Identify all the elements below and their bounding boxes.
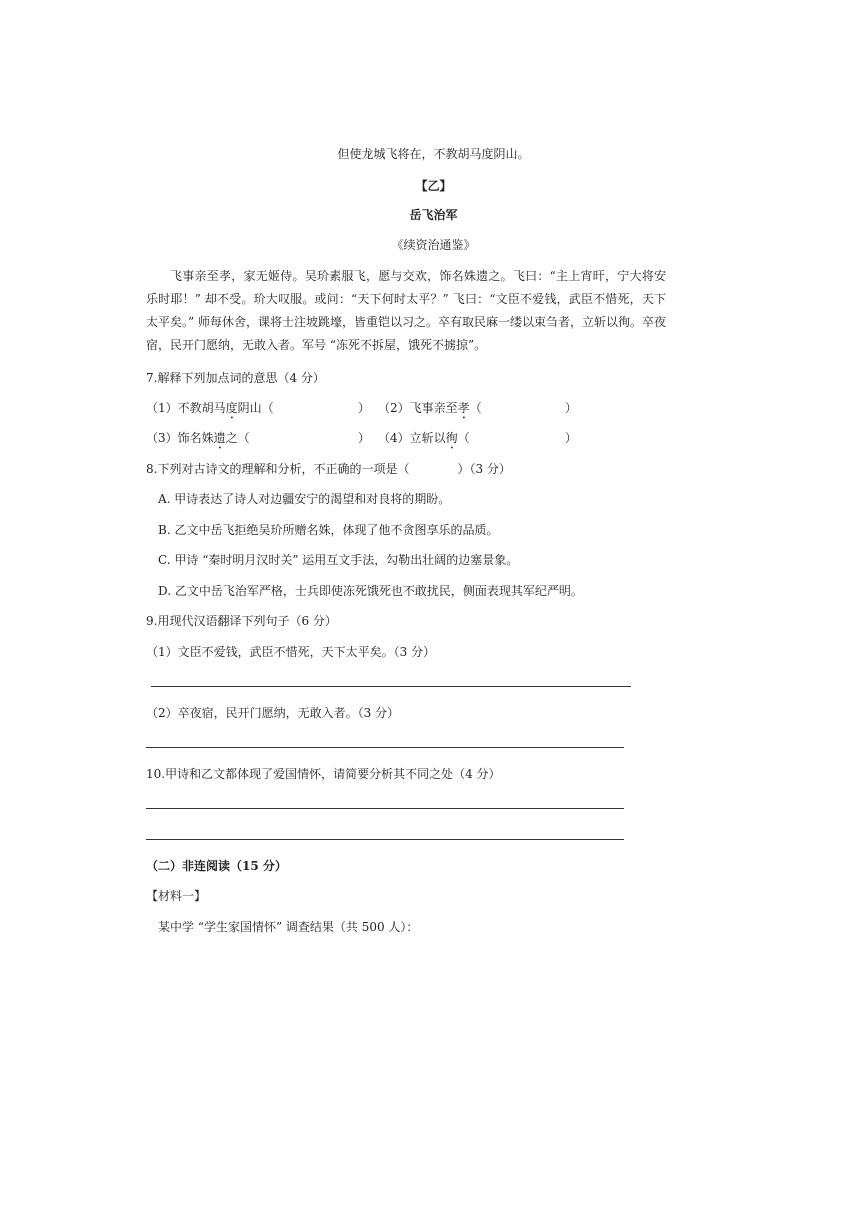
q7-stem: 7.解释下列加点词的意思（4 分）	[146, 371, 325, 385]
section-yi-label: 【乙】	[415, 179, 452, 193]
q9-answer-line-2[interactable]	[146, 747, 624, 748]
q8-option-c: C. 甲诗 “秦时明月汉时关” 运用互文手法，勾勒出壮阔的边塞景象。	[158, 553, 519, 567]
dotted-word: 度	[225, 401, 238, 415]
q7-item-2-close: ）	[565, 401, 578, 415]
q8-option-b: B. 乙文中岳飞拒绝吴玠所赠名姝，体现了他不贪图享乐的品质。	[158, 523, 499, 537]
q7-item-3-close: ）	[358, 431, 371, 445]
poem-last-line: 但使龙城飞将在，不教胡马度阴山。	[337, 147, 530, 161]
dotted-word: 徇	[445, 431, 458, 445]
passage-source: 《续资治通鉴》	[391, 238, 476, 252]
q9-stem: 9.用现代汉语翻译下列句子（6 分）	[146, 614, 337, 628]
q8-option-d: D. 乙文中岳飞治军严格，士兵即使冻死饿死也不敢扰民，侧面表现其军纪严明。	[158, 584, 583, 598]
q7-item-4: （4）立斩以徇（	[378, 431, 470, 445]
q10-answer-line-1[interactable]	[146, 808, 624, 809]
q8-stem: 8.下列对古诗文的理解和分析，不正确的一项是（ ）（3 分）	[146, 462, 511, 476]
survey-intro: 某中学 “学生家国情怀” 调查结果（共 500 人）：	[158, 920, 419, 934]
q7-item-2: （2）飞事亲至孝（	[378, 401, 482, 415]
q9-sub-1: （1）文臣不爱钱，武臣不惜死，天下太平矣。（3 分）	[146, 645, 436, 659]
q9-answer-line-1[interactable]	[151, 686, 631, 687]
q10-answer-line-2[interactable]	[146, 839, 624, 840]
q7-item-1-close: ）	[358, 401, 371, 415]
q7-item-3: （3）饰名姝遗之（	[146, 431, 250, 445]
q10-stem: 10.甲诗和乙文都体现了爱国情怀，请简要分析其不同之处（4 分）	[146, 767, 501, 781]
material-1-label: 【材料一】	[146, 889, 207, 903]
section2-title: （二）非连阅读（15 分）	[146, 859, 287, 873]
passage-title: 岳飞治军	[409, 208, 458, 222]
dotted-word: 遗	[213, 431, 226, 445]
dotted-word: 孝	[457, 401, 470, 415]
passage-text: 飞事亲至孝，家无姬侍。吴玠素服飞，愿与交欢，饰名姝遗之。飞曰：“主上宵旰，宁大将安乐时耶！” 却不受。玠大叹服。或问：“天下何时太平？” 飞曰：“文臣不爱钱，武臣不惜死，天下太平矣。” 师每休舍，课将士注坡跳壕，皆重铠以习之。卒有取民麻一缕以束刍者，立斩以徇。卒夜宿，民开门愿纳，无敢入者。军号 “冻死不拆屋，饿死不掳掠”。	[146, 269, 667, 352]
q7-item-1: （1）不教胡马度阴山（	[146, 401, 274, 415]
q7-item-4-close: ）	[565, 431, 578, 445]
q9-sub-2: （2）卒夜宿，民开门愿纳，无敢入者。（3 分）	[146, 706, 400, 720]
q8-option-a: A. 甲诗表达了诗人对边疆安宁的渴望和对良将的期盼。	[158, 492, 451, 506]
